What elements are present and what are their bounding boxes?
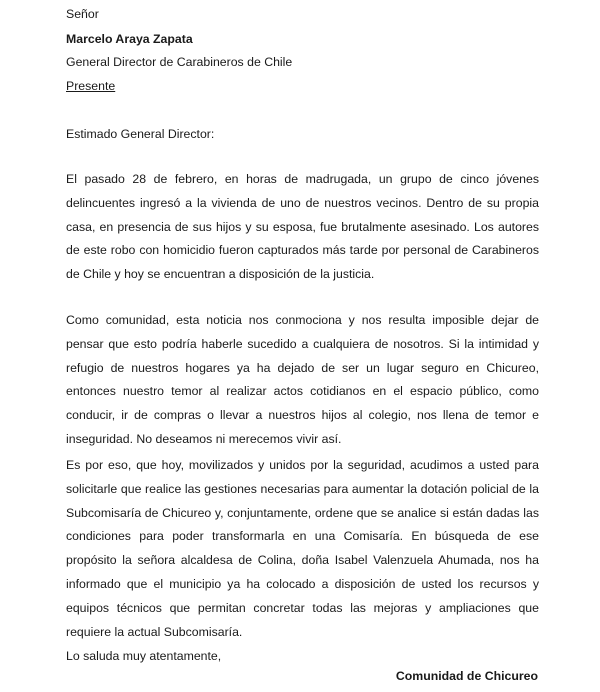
signature: Comunidad de Chicureo [395, 669, 538, 683]
paragraph-3: Es por eso, que hoy, movilizados y unidos por la seguridad, acudimos a usted para solicitarle que realice las gestiones necesarias para aumentar la dotación policial de la Subcomisaría de Chicureo y, conjuntamente, ordene que se analice si están dadas las condiciones para poder transformarla en una Comisaría. En búsqueda de ese propósito la señora alcaldesa de Colina, doña Isabel Valenzuela Ahumada, nos ha informado que el municipio ya ha colocado a disposición de usted los recursos y equipos técnicos que permitan concretar todas las mejoras y ampliaciones que requiere la actual Subcomisaría. [66, 458, 539, 639]
paragraph-1: El pasado 28 de febrero, en horas de madrugada, un grupo de cinco jóvenes delincuentes ingresó a la vivienda de uno de nuestros vecinos. Dentro de su propia casa, en presencia de sus hijos y su esposa, fue brutalmente asesinado. Los autores de este robo con homicidio fueron capturados más tarde por personal de Carabineros de Chile y hoy se encuentran a disposición de la justicia. [66, 172, 539, 282]
greeting: Estimado General Director: [66, 127, 215, 141]
paragraph-2: Como comunidad, esta noticia nos conmociona y nos resulta imposible dejar de pensar que esto podría haberle sucedido a cualquiera de nosotros. Si la intimidad y refugio de nuestros hogares ya ha dejado de ser un lugar seguro en Chicureo, entonces nuestro temor al realizar actos cotidianos en el espacio público, como conducir, ir de compras o llevar a nuestros hijos al colegio, nos llena de temor e inseguridad. No deseamos ni merecemos vivir así. [66, 313, 539, 446]
recipient-name: Marcelo Araya Zapata [66, 32, 193, 46]
recipient-title: General Director de Carabineros de Chile [66, 55, 293, 69]
presente-label: Presente [66, 79, 116, 93]
closing: Lo saluda muy atentamente, [66, 649, 222, 663]
salutation: Señor [66, 7, 99, 21]
